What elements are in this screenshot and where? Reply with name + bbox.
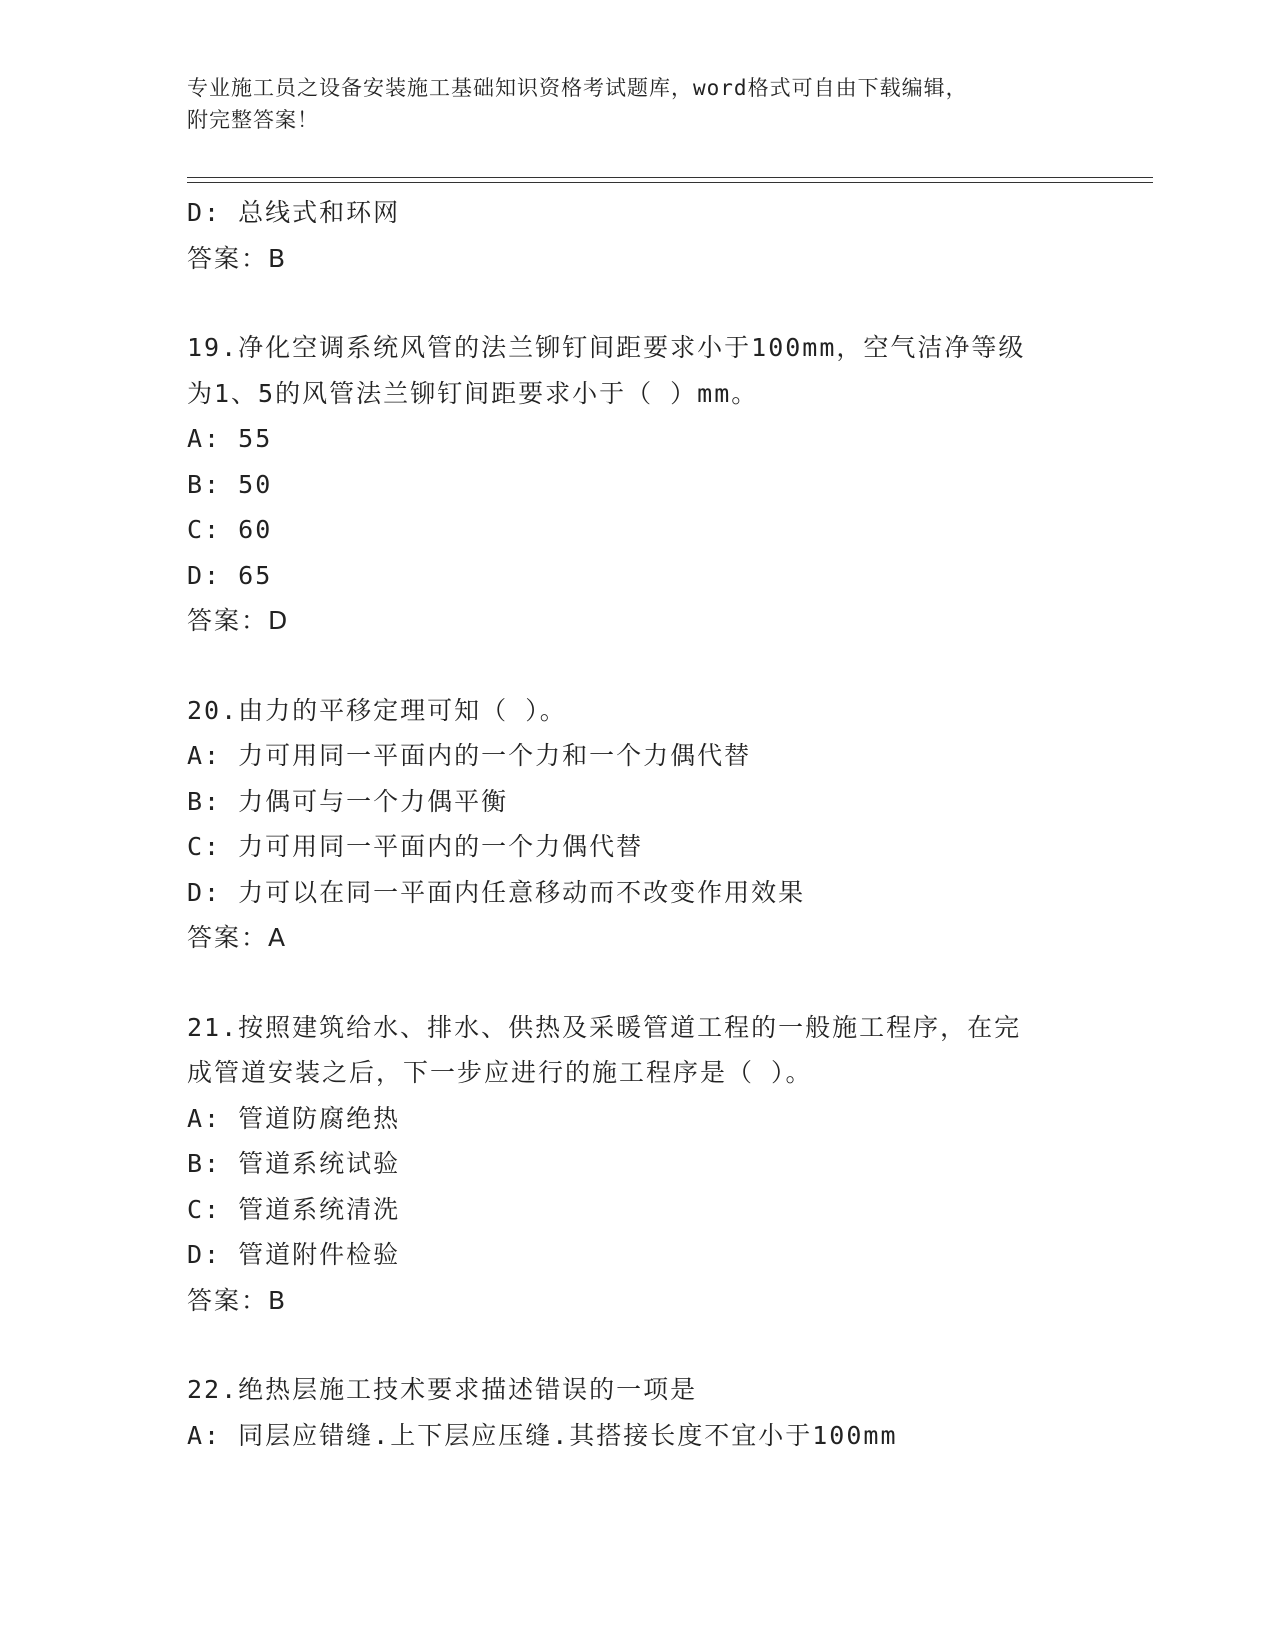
option-d: D: 力可以在同一平面内任意移动而不改变作用效果 bbox=[187, 877, 806, 907]
option-a: A: 力可用同一平面内的一个力和一个力偶代替 bbox=[187, 741, 752, 770]
header-line-1: 专业施工员之设备安装施工基础知识资格考试题库，word格式可自由下载编辑， bbox=[187, 76, 968, 100]
option-d: D: 65 bbox=[187, 560, 273, 590]
spacer bbox=[187, 644, 1147, 688]
option-c: C: 60 bbox=[187, 515, 273, 544]
header-divider-bottom bbox=[187, 182, 1153, 183]
question-stem-line-1: 22.绝热层施工技术要求描述错误的一项是 bbox=[187, 1375, 698, 1404]
question-21 bbox=[187, 1005, 1147, 1324]
option-a: A: 同层应错缝.上下层应压缝.其搭接长度不宜小于100mm bbox=[187, 1420, 898, 1450]
question-stem-line-1: 20.由力的平移定理可知（ ）。 bbox=[187, 695, 567, 725]
answer: 答案：B bbox=[187, 243, 288, 273]
option-d: D: 总线式和环网 bbox=[187, 198, 401, 227]
question-stem-line-1: 19.净化空调系统风管的法兰铆钉间距要求小于100mm，空气洁净等级 bbox=[187, 333, 1026, 362]
question-stem-line-2: 成管道安装之后，下一步应进行的施工程序是（ ）。 bbox=[187, 1058, 813, 1087]
option-c: C: 力可用同一平面内的一个力偶代替 bbox=[187, 832, 644, 861]
question-18-tail bbox=[187, 190, 1147, 281]
spacer bbox=[187, 1323, 1147, 1367]
option-b: B: 50 bbox=[187, 469, 273, 499]
question-stem-line-2: 为1、5的风管法兰铆钉间距要求小于（ ）mm。 bbox=[187, 378, 759, 408]
question-19 bbox=[187, 325, 1147, 644]
option-b: B: 力偶可与一个力偶平衡 bbox=[187, 786, 509, 816]
answer: 答案：B bbox=[187, 1285, 288, 1315]
option-a: A: 管道防腐绝热 bbox=[187, 1103, 401, 1133]
option-b: B: 管道系统试验 bbox=[187, 1149, 401, 1178]
option-a: A: 55 bbox=[187, 424, 273, 453]
option-d: D: 管道附件检验 bbox=[187, 1240, 401, 1269]
page-header bbox=[187, 72, 1067, 136]
question-stem-line-1: 21.按照建筑给水、排水、供热及采暖管道工程的一般施工程序，在完 bbox=[187, 1012, 1022, 1042]
question-20 bbox=[187, 688, 1147, 961]
spacer bbox=[187, 281, 1147, 325]
spacer bbox=[187, 961, 1147, 1005]
option-c: C: 管道系统清洗 bbox=[187, 1194, 401, 1224]
header-divider-top bbox=[187, 177, 1153, 178]
answer: 答案：A bbox=[187, 923, 288, 952]
header-line-2: 附完整答案！ bbox=[187, 108, 319, 132]
question-22 bbox=[187, 1367, 1147, 1458]
answer: 答案：D bbox=[187, 606, 290, 635]
question-list bbox=[187, 190, 1147, 1458]
